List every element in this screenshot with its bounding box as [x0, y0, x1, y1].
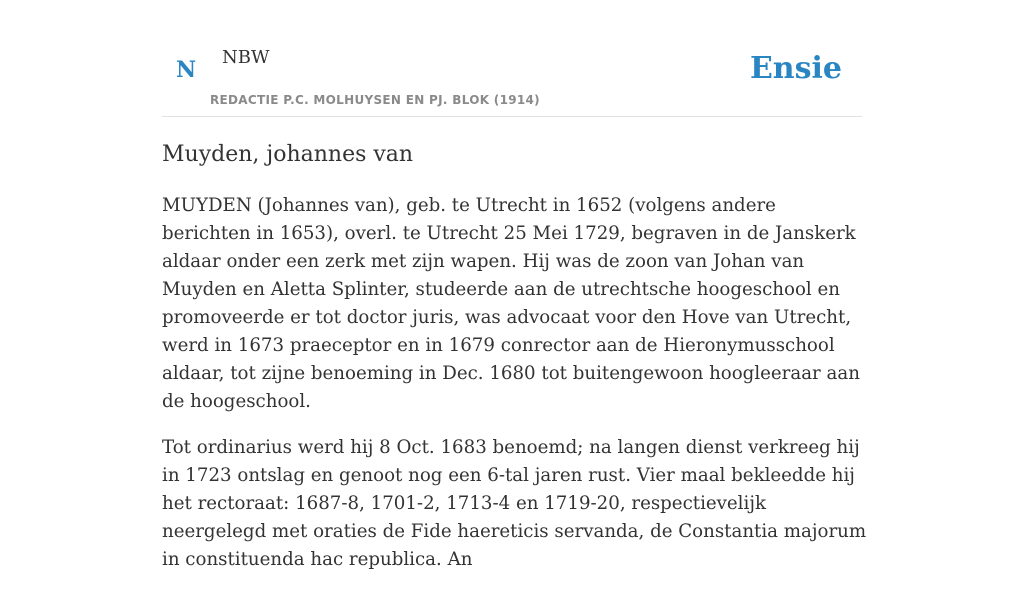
source-name[interactable]: NBW	[222, 47, 270, 68]
source-subtitle: REDACTIE P.C. MOLHUYSEN EN PJ. BLOK (1914)	[210, 93, 540, 107]
site-header	[162, 0, 862, 117]
article-body	[162, 192, 868, 592]
brand-logo[interactable]: Ensie	[749, 51, 842, 86]
source-logo-icon[interactable]: N	[176, 57, 197, 83]
article-paragraph: MUYDEN (Johannes van), geb. te Utrecht in 1652 (volgens andere berichten in 1653), overl. te Utrecht 25 Mei 1729, begraven in de Janskerk aldaar onder een zerk met zijn wapen. Hij was de zoon van Johan van Muyden en Aletta Splinter, studeerde aan de utrechtsche hoogeschool en promoveerde er tot doctor juris, was advocaat voor den Hove van Utrecht, werd in 1673 praeceptor en in 1679 conrector aan de Hieronymusschool aldaar, tot zijne benoeming in Dec. 1680 tot buitengewoon hoogleeraar aan de hoogeschool.	[162, 195, 860, 412]
article-title: Muyden, johannes van	[162, 142, 414, 167]
article-paragraph: Tot ordinarius werd hij 8 Oct. 1683 benoemd; na langen dienst verkreeg hij in 1723 ontslag en genoot nog een 6-tal jaren rust. Vier maal bekleedde hij het rectoraat: 1687-8, 1701-2, 1713-4 en 1719-20, respectievelijk neergelegd met oraties de Fide haereticis servanda, de Constantia majorum in constituenda hac republica. An	[162, 437, 867, 570]
